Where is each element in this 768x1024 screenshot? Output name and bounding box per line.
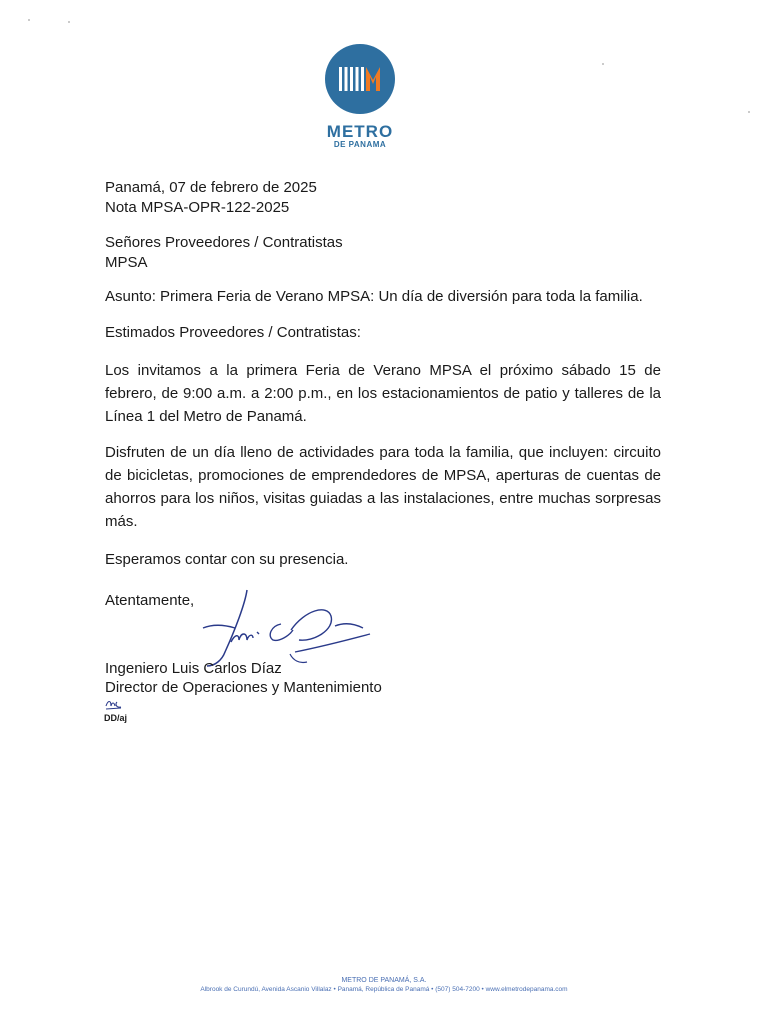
sign-off: Atentamente, [105, 592, 195, 609]
logo-subname: DE PANAMA [333, 140, 387, 149]
handwritten-initials [104, 696, 124, 712]
reference-initials: DD/aj [104, 713, 128, 723]
signer-title: Director de Operaciones y Mantenimiento [105, 679, 382, 696]
signer-name: Ingeniero Luis Carlos Díaz [105, 660, 282, 677]
note-number: Nota MPSA-OPR-122-2025 [105, 199, 290, 216]
footer-contact: Albrook de Curundú, Avenida Ascanio Villalaz • Panamá, República de Panamá • (507) 504-7200 • www.elmetrodepanama.com [200, 986, 568, 993]
recipient-line1: Señores Proveedores / Contratistas [105, 234, 343, 251]
metro-logo [325, 44, 395, 154]
closing-line: Esperamos contar con su presencia. [105, 551, 349, 568]
footer-company: METRO DE PANAMÁ, S.A. [341, 977, 427, 984]
logo-emblem [325, 44, 395, 114]
logo-name: METRO [326, 122, 394, 141]
recipient-line2: MPSA [105, 254, 148, 271]
paragraph-activities: Disfruten de un día lleno de actividades para toda la familia, que incluyen: circuito de bicicletas, promociones de emprendedores de MPSA, aperturas de cuentas de ahorros para los niños, visitas guiadas a las instalaciones, entre muchas sorpresas más. [105, 444, 661, 530]
letter-date: Panamá, 07 de febrero de 2025 [105, 179, 317, 196]
salutation: Estimados Proveedores / Contratistas: [105, 324, 361, 341]
subject-line: Asunto: Primera Feria de Verano MPSA: Un día de diversión para toda la familia. [105, 288, 643, 305]
paragraph-invitation: Los invitamos a la primera Feria de Verano MPSA el próximo sábado 15 de febrero, de 9:00 a.m. a 2:00 p.m., en los estacionamientos de patio y talleres de la Línea 1 del Metro de Panamá. [105, 362, 661, 425]
metro-emblem-icon [325, 44, 395, 114]
